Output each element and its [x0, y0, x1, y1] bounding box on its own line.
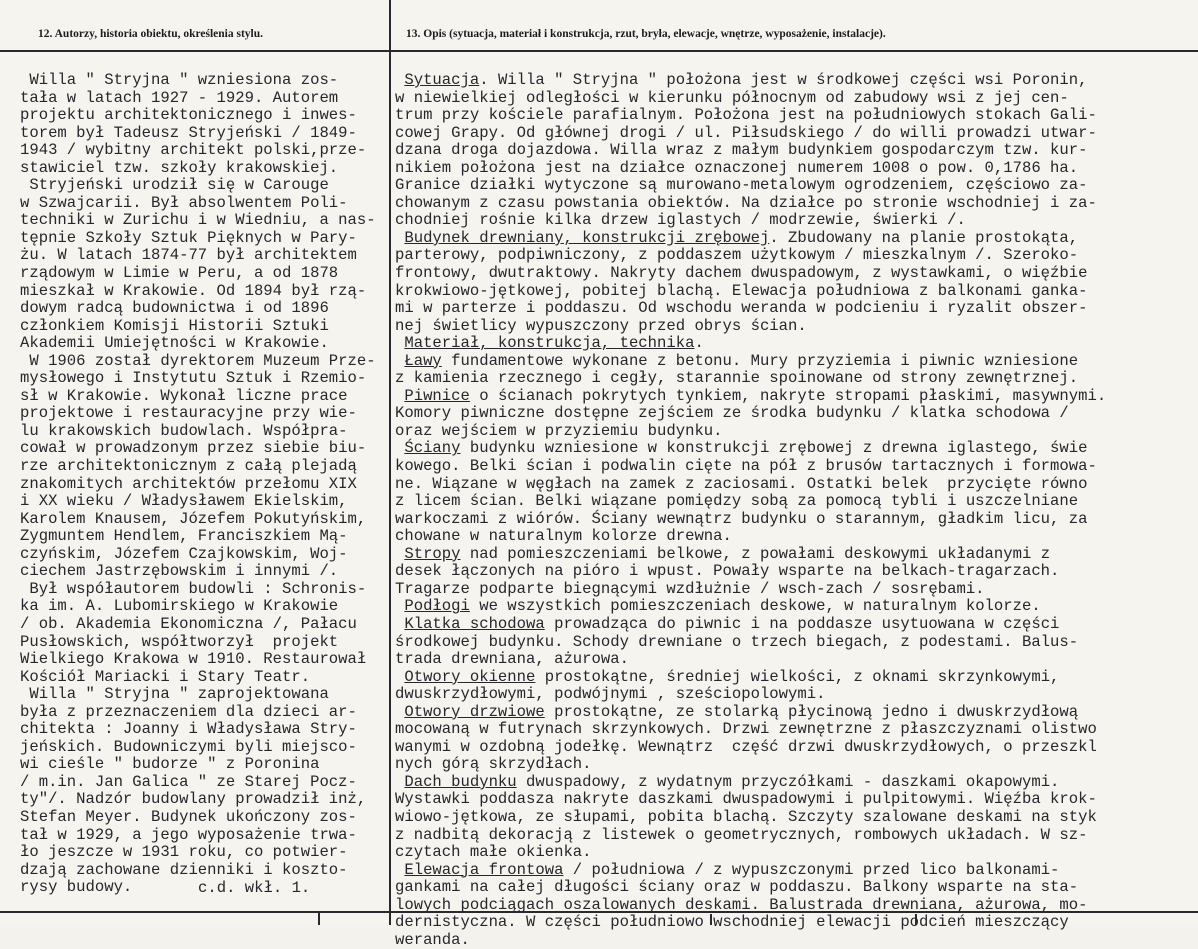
line-body: Tragarze podparte biegnącymi wzdłużnie / wsch-zach / sosrębami. [395, 579, 985, 598]
line-body: parterowy, podpiwniczony, z poddaszem użytkowym / mieszkalnym /. Szeroko- [395, 246, 1079, 265]
line-indent [395, 334, 404, 352]
line-body: dwuskrzydłowymi, podwójnymi , sześciopolowymi. [395, 685, 826, 704]
text-line [395, 90, 1198, 108]
text-line: Pusłowskich, współtworzył projekt [20, 632, 339, 651]
text-line: Akademii Umiejętności w Krakowie. [20, 334, 329, 353]
line-body: ne. Wiązane w węgłach na zamek z zaciosami. Ostatki belek przycięte równo [395, 474, 1088, 493]
line-body: z licem ścian. Belki wiązane pomiędzy sobą za pomocą tybli i uszczelniane [395, 492, 1079, 511]
text-line [395, 774, 1198, 792]
line-body: . Willa " Stryjna " położona jest w środkowej części wsi Poronin, [479, 71, 1088, 89]
text-line: tał w 1929, a jego wyposażenie trwa- [20, 825, 357, 844]
text-line [395, 914, 1198, 932]
text-line: wi cieśle " budorze " z Poronina [20, 755, 320, 774]
line-body: cowej Grapy. Od głównej drogi / ul. Piłsudskiego / do willi prowadzi utwar- [395, 123, 1097, 142]
text-line: sł w Krakowie. Wykonał liczne prace [20, 386, 348, 405]
text-line: Był współautorem budowli : Schronis- [20, 579, 367, 598]
text-line: stawiciel tzw. szkoły krakowskiej. [20, 158, 339, 177]
line-indent [395, 545, 404, 563]
right-column-header: 13. Opis (sytuacja, materiał i konstrukcja, rzut, bryła, elewacje, wnętrze, wyposażenie, instalacje). [406, 28, 886, 40]
line-indent [395, 229, 404, 247]
text-line: żu. W latach 1874-77 był architektem [20, 246, 357, 265]
line-indent [395, 352, 404, 370]
text-line [395, 72, 1198, 90]
text-line: ka im. A. Lubomirskiego w Krakowie [20, 597, 339, 616]
line-body: nej świetlicy wypuszczony przed obrys ścian. [395, 316, 807, 335]
line-body: weranda. [395, 930, 470, 949]
line-body: we wszystkich pomieszczeniach deskowe, w naturalnym kolorze. [469, 597, 1041, 616]
text-line: Kościół Mariacki i Stary Teatr. [20, 667, 311, 686]
text-line: cował w prowadzonym przez siebie biu- [20, 439, 367, 458]
text-line [395, 177, 1198, 195]
text-line: tępnie Szkoły Sztuk Pięknych w Pary- [20, 228, 357, 247]
line-indent [395, 387, 404, 405]
text-line: znakomitych architektów przełomu XIX [20, 474, 357, 493]
line-body: nych górą skrzydłach. [395, 755, 592, 774]
text-line: ciechem Jastrzębowskim i innymi /. [20, 562, 339, 581]
line-body: o ścianach pokrytych tynkiem, nakryte stropami płaskimi, masywnymi. [469, 386, 1107, 405]
text-line [395, 528, 1198, 546]
section-heading: Otwory okienne [404, 667, 536, 686]
left-column-header: 12. Autorzy, historia obiektu, określenia stylu. [38, 28, 264, 40]
line-indent [395, 703, 404, 721]
text-line: Willa " Stryjna " wzniesiona zos- [20, 71, 339, 89]
line-body: dwuspadowy, z wydatnym przyczółkami - daszkami okapowymi. [516, 772, 1060, 791]
line-body: prostokątne, ze stolarką płycinową jedno i dwuskrzydłową [544, 702, 1079, 721]
bottom-tick [318, 911, 320, 925]
text-line [395, 809, 1198, 827]
text-line [395, 405, 1198, 423]
text-line [395, 370, 1198, 388]
text-line: techniki w Zurichu i w Wiedniu, a nas- [20, 211, 376, 230]
text-line [395, 791, 1198, 809]
text-line [395, 511, 1198, 529]
line-body: krokwiowo-jętkowej, pobitej blachą. Elewacja południowa z balkonami ganka- [395, 281, 1088, 300]
text-line: projektu architektonicznego i inwes- [20, 106, 357, 125]
text-line [395, 581, 1198, 599]
section-heading: Podłogi [404, 597, 470, 616]
text-line: Willa " Stryjna " zaprojektowana [20, 685, 329, 704]
text-line [395, 353, 1198, 371]
text-line: była z przeznaczeniem dla dzieci ar- [20, 702, 357, 721]
line-body: dzana droga dojazdowa. Willa wraz z małym budynkiem gospodarczym tzw. kur- [395, 141, 1088, 160]
text-line [395, 476, 1198, 494]
line-body: chowanym z czasu powstania obiektów. Na działce po stronie wschodniej i za- [395, 193, 1097, 212]
text-line [395, 598, 1198, 616]
text-line: członkiem Komisji Historii Sztuki [20, 316, 329, 335]
section-heading: Otwory drzwiowe [404, 702, 545, 721]
line-body: Komory piwniczne dostępne zejściem ze środka budynku / klatka schodowa / [395, 404, 1069, 423]
text-line: Wielkiego Krakowa w 1910. Restaurował [20, 650, 367, 669]
line-body: w niewielkiej odległości w kierunku północnym od zabudowy wsi z jej cen- [395, 88, 1069, 107]
line-body: kowego. Belki ścian i podwalin cięte na pół z brusów tartacznych i formowa- [395, 457, 1097, 476]
line-body: środkowej budynku. Schody drewniane o trzech biegach, z podestami. Balus- [395, 632, 1079, 651]
line-body: dernistyczna. W części południowo wschodniej elewacji podcień mieszczący [395, 913, 1069, 932]
line-body: prostokątne, średniej wielkości, z oknami skrzynkowymi, [535, 667, 1060, 686]
line-body: budynku wzniesione w konstrukcji zrębowej z drewna iglastego, świe [460, 439, 1088, 458]
text-line: rysy budowy. [20, 878, 133, 897]
text-line [395, 721, 1198, 739]
text-line [395, 686, 1198, 704]
header-rule [0, 50, 1198, 52]
line-body: z nadbitą dekoracją z listewek o geometrycznych, rombowych układach. W sz- [395, 825, 1088, 844]
line-body: trum przy kościele parafialnym. Położona jest na południowych stokach Gali- [395, 106, 1097, 125]
line-body: chodniej rośnie kilka drzew iglastych / modrzewie, świerki /. [395, 211, 966, 230]
line-body: warkoczami z wiórów. Ściany wewnątrz budynku o starannym, gładkim licu, za [395, 509, 1088, 528]
left-column-text [20, 72, 388, 897]
text-line: tała w latach 1927 - 1929. Autorem [20, 88, 339, 107]
line-body: oraz wejściem w przyziemiu budynku. [395, 421, 723, 440]
text-line: / m.in. Jan Galica " ze Starej Pocz- [20, 772, 357, 791]
text-line: / ob. Akademia Ekonomiczna /, Pałacu [20, 614, 357, 633]
text-line: projektowe i restauracyjne przy wie- [20, 404, 357, 423]
text-line [395, 897, 1198, 915]
text-line [395, 493, 1198, 511]
text-line [395, 669, 1198, 687]
line-body: wiowo-jętkowa, ze słupami, pobita blachą. Szczyty szalowane deskami na styk [395, 807, 1097, 826]
line-body: nad pomieszczeniami belkowe, z powałami deskowymi układanymi z [460, 544, 1051, 563]
text-line [395, 423, 1198, 441]
text-line: Stryjeński urodził się w Carouge [20, 176, 329, 195]
text-line [395, 932, 1198, 949]
text-line [395, 616, 1198, 634]
line-body: chowane w naturalnym kolorze drewna. [395, 527, 732, 546]
line-body: mocowaną w futrynach skrzynkowych. Drzwi zewnętrzne z płaszczyznami olistwo [395, 720, 1097, 739]
text-line: Zygmuntem Hendlem, Franciszkiem Mą- [20, 527, 348, 546]
section-heading: Sytuacja [404, 71, 480, 89]
section-heading: Elewacja frontowa [404, 860, 564, 879]
text-line: ty"/. Nadzór budowlany prowadził inż, [20, 790, 367, 809]
line-body: lowych podciągach oszalowanych deskami. Balustrada drewniana, ażurowa, mo- [395, 895, 1088, 914]
text-line [395, 440, 1198, 458]
text-line [395, 247, 1198, 265]
section-heading: Materiał, konstrukcja, technika [404, 334, 695, 353]
line-indent [395, 597, 404, 615]
text-line: mieszkał w Krakowie. Od 1894 był rzą- [20, 281, 367, 300]
text-line: rządowym w Limie w Peru, a od 1878 [20, 264, 339, 283]
text-line: Karolem Knausem, Józefem Pokutyńskim, [20, 509, 367, 528]
section-heading: Budynek drewniany, konstrukcji zrębowej [404, 228, 770, 247]
text-line: torem był Tadeusz Stryjeński / 1849- [20, 123, 357, 142]
text-line: 1943 / wybitny architekt polski,prze- [20, 141, 367, 160]
text-line: dzają zachowane dzienniki i koszto- [20, 860, 348, 879]
line-body: desek łączonych na pióro i wpust. Powały wsparte na belkach-tragarzach. [395, 562, 1060, 581]
text-line: W 1906 został dyrektorem Muzeum Prze- [20, 351, 376, 370]
text-line [395, 756, 1198, 774]
text-line [395, 335, 1198, 353]
text-line [395, 142, 1198, 160]
line-body: wanymi w ozdobną jodełkę. Wewnątrz część drzwi dwuskrzydłowych, o przeszkl [395, 737, 1097, 756]
text-line: rze architektonicznym z całą plejadą [20, 457, 357, 476]
text-line [395, 283, 1198, 301]
line-body: nikiem położona jest na działce oznaczonej numerem 1008 o pow. 0,1786 ha. [395, 158, 1079, 177]
line-body: Granice działki wytyczone są murowano-metalowym ogrodzeniem, częściowo za- [395, 176, 1088, 195]
line-indent [395, 773, 404, 791]
text-line [395, 879, 1198, 897]
text-line [395, 388, 1198, 406]
line-indent [395, 71, 404, 89]
text-line: jeńskich. Budowniczymi byli miejsco- [20, 737, 357, 756]
line-indent [395, 668, 404, 686]
line-body: fundamentowe wykonane z betonu. Mury przyziemia i piwnic wzniesione [441, 351, 1079, 370]
line-body: frontowy, dwutraktowy. Nakryty dachem dwuspadowym, z wystawkami, o więźbie [395, 264, 1088, 283]
line-body: prowadząca do piwnic i na poddasze usytuowana w części [544, 614, 1060, 633]
section-heading: Ściany [404, 439, 461, 458]
line-body: czytach małe okienka. [395, 843, 592, 862]
line-body: gankami na całej długości ściany oraz w poddaszu. Balkony wsparte na sta- [395, 878, 1079, 897]
text-line [395, 827, 1198, 845]
text-line: lu krakowskich budowlach. Współpra- [20, 421, 348, 440]
section-heading: Stropy [404, 544, 461, 563]
line-body: Wystawki poddasza nakryte daszkami dwuspadowymi i pulpitowymi. Więźba krok- [395, 790, 1097, 809]
text-line [395, 844, 1198, 862]
text-line: dowym radcą budownictwa i od 1896 [20, 299, 329, 318]
text-line [395, 265, 1198, 283]
line-body: . [694, 334, 704, 353]
line-body: / południowa / z wypuszczonymi przed lico balkonami- [563, 860, 1060, 879]
section-heading: Dach budynku [404, 772, 517, 791]
text-line: chitekta : Joanny i Władysława Stry- [20, 720, 357, 739]
text-line [395, 300, 1198, 318]
line-body: trada drewniana, ażurowa. [395, 650, 629, 669]
text-line [395, 739, 1198, 757]
text-line [395, 160, 1198, 178]
section-heading: Ławy [404, 351, 442, 370]
line-indent [395, 861, 404, 879]
text-line [395, 107, 1198, 125]
right-column-text [395, 72, 1198, 949]
line-indent [395, 615, 404, 633]
text-line [395, 125, 1198, 143]
text-line: w Szwajcarii. Był absolwentem Poli- [20, 193, 348, 212]
text-line [395, 563, 1198, 581]
text-line [395, 634, 1198, 652]
text-line: ło jeszcze w 1931 roku, co potwier- [20, 843, 348, 862]
text-line: czyńskim, Józefem Czajkowskim, Woj- [20, 544, 348, 563]
text-line [395, 195, 1198, 213]
section-heading: Piwnice [404, 386, 470, 405]
text-line [395, 212, 1198, 230]
text-line [395, 862, 1198, 880]
section-heading: Klatka schodowa [404, 614, 545, 633]
line-body: mi w parterze i poddaszu. Od wschodu weranda w podcieniu i ryzalit obszer- [395, 299, 1088, 318]
text-line: Stefan Meyer. Budynek ukończony zos- [20, 807, 357, 826]
line-body: z kamienia rzecznego i cegły, starannie spoinowane od strony zewnętrznej. [395, 369, 1079, 388]
line-indent [395, 439, 404, 457]
text-line [395, 546, 1198, 564]
text-line: mysłowego i Instytutu Sztuk i Rzemio- [20, 369, 367, 388]
column-divider [389, 0, 391, 925]
continuation-note: c.d. wkł. 1. [198, 879, 311, 897]
text-line [395, 458, 1198, 476]
text-line [395, 651, 1198, 669]
text-line [395, 230, 1198, 248]
text-line: i XX wieku / Władysławem Ekielskim, [20, 492, 348, 511]
text-line [395, 318, 1198, 336]
line-body: . Zbudowany na planie prostokąta, [769, 228, 1079, 247]
text-line [395, 704, 1198, 722]
